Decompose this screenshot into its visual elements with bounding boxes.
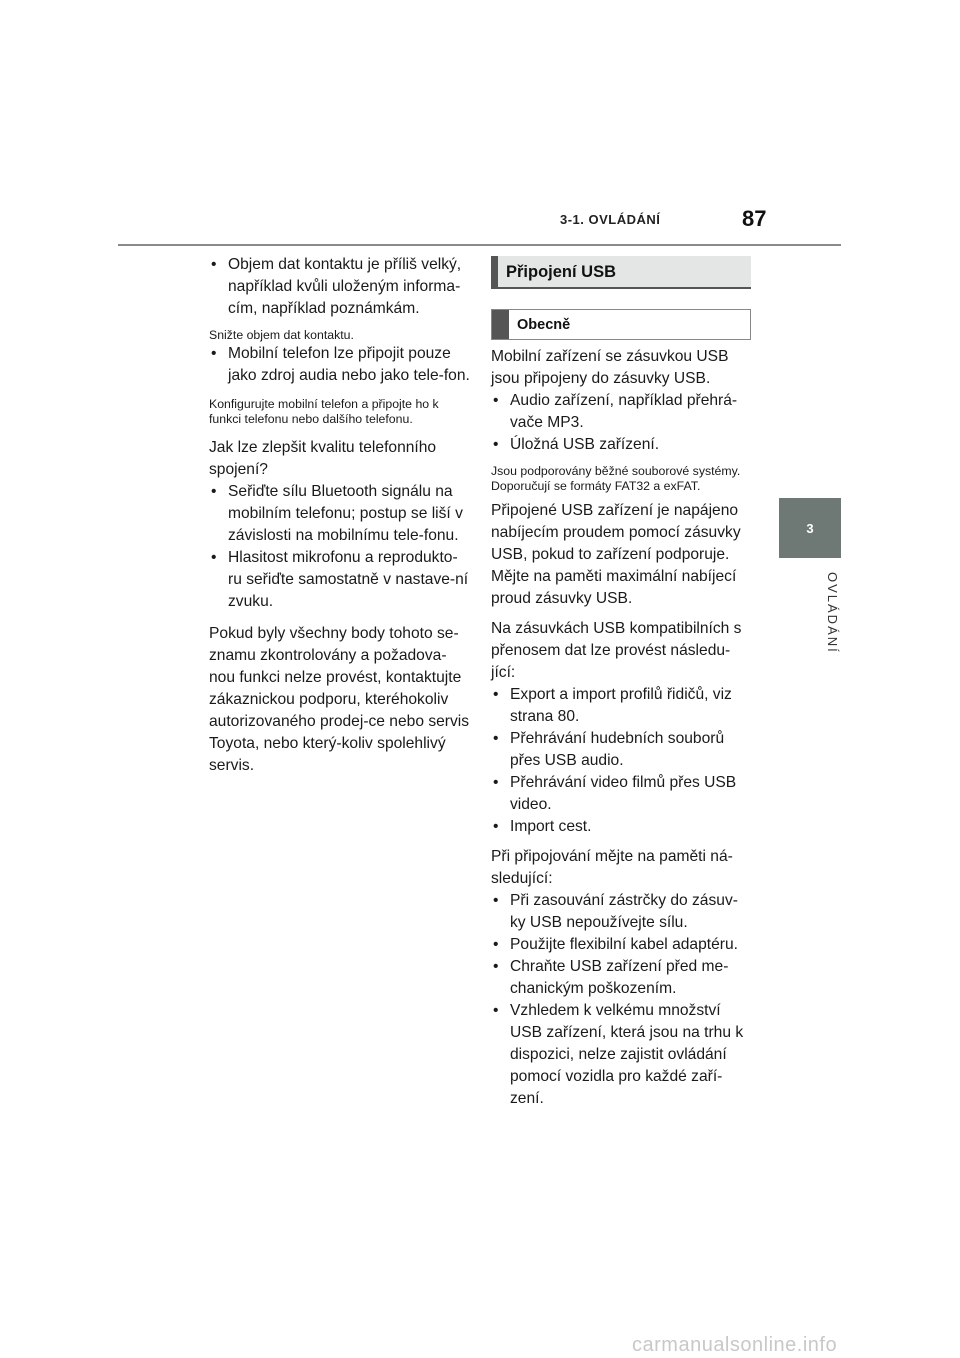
list-item: • Seřiďte sílu Bluetooth signálu na mobilním telefonu; postup se liší v závislosti na mobilnímu tele-fonu. — [209, 481, 471, 547]
list-item: • Mobilní telefon lze připojit pouze jako zdroj audia nebo jako tele-fon. — [209, 343, 471, 387]
section-heading — [491, 256, 751, 289]
question: Jak lze zlepšit kvalitu telefonního spojení? — [209, 439, 437, 478]
list-item: • Export a import profilů řidičů, viz strana 80. — [491, 684, 751, 728]
list-item: • Použijte flexibilní kabel adaptéru. — [491, 934, 751, 956]
note: Konfigurujte mobilní telefon a připojte ho k funkci telefonu nebo dalšího telefonu. — [209, 397, 439, 426]
paragraph: Mobilní zařízení se zásuvkou USB jsou připojeny do zásuvky USB. — [491, 348, 729, 387]
section-heading-bar — [491, 256, 498, 287]
list-item: • Při zasouvání zástrčky do zásuv-ky USB nepoužívejte sílu. — [491, 890, 751, 934]
section-title: 3-1. OVLÁDÁNÍ — [560, 212, 661, 227]
paragraph: Při připojování mějte na paměti ná-sledující: — [491, 848, 733, 887]
chapter-tab[interactable] — [779, 498, 841, 558]
paragraph: Připojené USB zařízení je napájeno nabíjecím proudem pomocí zásuvky USB, pokud to zařízení podporuje. — [491, 502, 741, 563]
header-divider — [118, 244, 841, 246]
left-column — [209, 254, 471, 777]
list-item: • Audio zařízení, například přehrá-vače MP3. — [491, 390, 751, 434]
note: Snižte objem dat kontaktu. — [209, 328, 354, 342]
subsection-heading — [491, 309, 751, 340]
chapter-number: 3 — [806, 520, 814, 536]
list-item: • Přehrávání hudebních souborů přes USB audio. — [491, 728, 751, 772]
paragraph: Na zásuvkách USB kompatibilních s přenosem dat lze provést následu-jící: — [491, 620, 742, 681]
subsection-heading-bar — [492, 310, 509, 339]
list-item: • Přehrávání video filmů přes USB video. — [491, 772, 751, 816]
section-heading-text: Připojení USB — [506, 262, 617, 281]
list-item: • Úložná USB zařízení. — [491, 434, 751, 456]
list-item: • Objem dat kontaktu je příliš velký, například kvůli uloženým informa-cím, například poznámkám. — [209, 254, 471, 320]
paragraph: Mějte na paměti maximální nabíjecí proud zásuvky USB. — [491, 568, 737, 607]
list-item: • Hlasitost mikrofonu a reprodukto-ru seřiďte samostatně v nastave-ní zvuku. — [209, 547, 471, 613]
paragraph: Pokud byly všechny body tohoto se-znamu zkontrolovány a požadova-nou funkci nelze provést, kontaktujte zákaznickou podporu, kteréhokoliv autorizovaného prodej-ce nebo servis Toyota, nebo který-koliv spolehlivý servis. — [209, 625, 470, 774]
subsection-heading-text: Obecně — [517, 316, 571, 333]
chapter-label: OVLÁDÁNÍ — [825, 572, 840, 654]
list-item: • Chraňte USB zařízení před me-chanickým poškozením. — [491, 956, 751, 1000]
list-item: • Import cest. — [491, 816, 751, 838]
page-number: 87 — [742, 206, 767, 231]
right-column — [491, 256, 751, 1110]
watermark: carmanualsonline.info — [632, 1334, 838, 1356]
note: Jsou podporovány běžné souborové systémy. Doporučují se formáty FAT32 a exFAT. — [491, 464, 741, 493]
list-item: • Vzhledem k velkému množství USB zařízení, která jsou na trhu k dispozici, nelze zajistit ovládání pomocí vozidla pro každé zaří-zení. — [491, 1000, 751, 1110]
